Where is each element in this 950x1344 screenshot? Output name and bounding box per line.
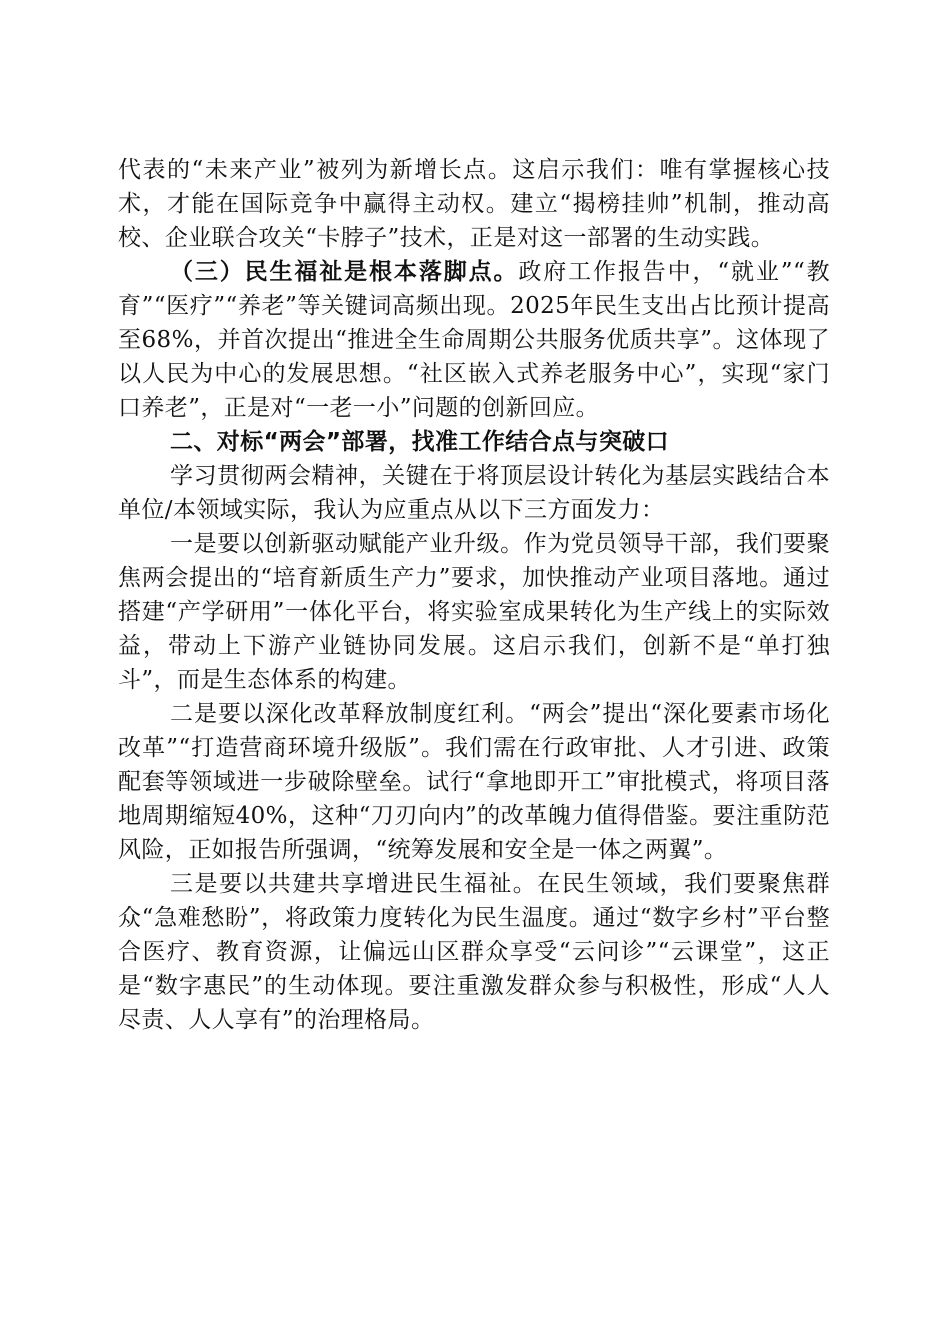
paragraph-innovation: 一是要以创新驱动赋能产业升级。作为党员领导干部，我们要聚焦两会提出的“培育新质生产力”要求，加快推动产业项目落地。通过搭建“产学研用”一体化平台，将实验室成果转化为生产线上的实际效益，带动上下游产业链协同发展。这启示我们，创新不是“单打独斗”，而是生态体系的构建。 [118, 531, 830, 693]
paragraph-welfare: 三是要以共建共享增进民生福祉。在民生领域，我们要聚焦群众“急难愁盼”，将政策力度转化为民生温度。通过“数字乡村”平台整合医疗、教育资源，让偏远山区群众享受“云问诊”“云课堂”，这正是“数字惠民”的生动体现。要注重激发群众参与积极性，形成“人人尽责、人人享有”的治理格局。 [118, 871, 830, 1033]
subheading-livelihood: （三）民生福祉是根本落脚点。 [170, 258, 519, 285]
paragraph-livelihood-text: 政府工作报告中，“就业”“教育”“医疗”“养老”等关键词高频出现。2025年民生支出占比预计提高至68%，并首次提出“推进全生命周期公共服务优质共享”。这体现了以人民为中心的发展思想。“社区嵌入式养老服务中心”，实现“家门口养老”，正是对“一老一小”问题的创新回应。 [118, 259, 830, 421]
section-heading-2: 二、对标“两会”部署，找准工作结合点与突破口 [170, 429, 670, 455]
paragraph-continued: 代表的“未来产业”被列为新增长点。这启示我们：唯有掌握核心技术，才能在国际竞争中赢得主动权。建立“揭榜挂帅”机制，推动高校、企业联合攻关“卡脖子”技术，正是对这一部署的生动实践。 [118, 157, 830, 251]
paragraph-livelihood [118, 255, 830, 425]
document-body [118, 153, 830, 1037]
paragraph-intro: 学习贯彻两会精神，关键在于将顶层设计转化为基层实践结合本单位/本领域实际，我认为应重点从以下三方面发力： [118, 463, 830, 523]
paragraph-reform: 二是要以深化改革释放制度红利。“两会”提出“深化要素市场化改革”“打造营商环境升级版”。我们需在行政审批、人才引进、政策配套等领域进一步破除壁垒。试行“拿地即开工”审批模式，将项目落地周期缩短40%，这种“刀刃向内”的改革魄力值得借鉴。要注重防范风险，正如报告所强调，“统筹发展和安全是一体之两翼”。 [118, 701, 830, 863]
